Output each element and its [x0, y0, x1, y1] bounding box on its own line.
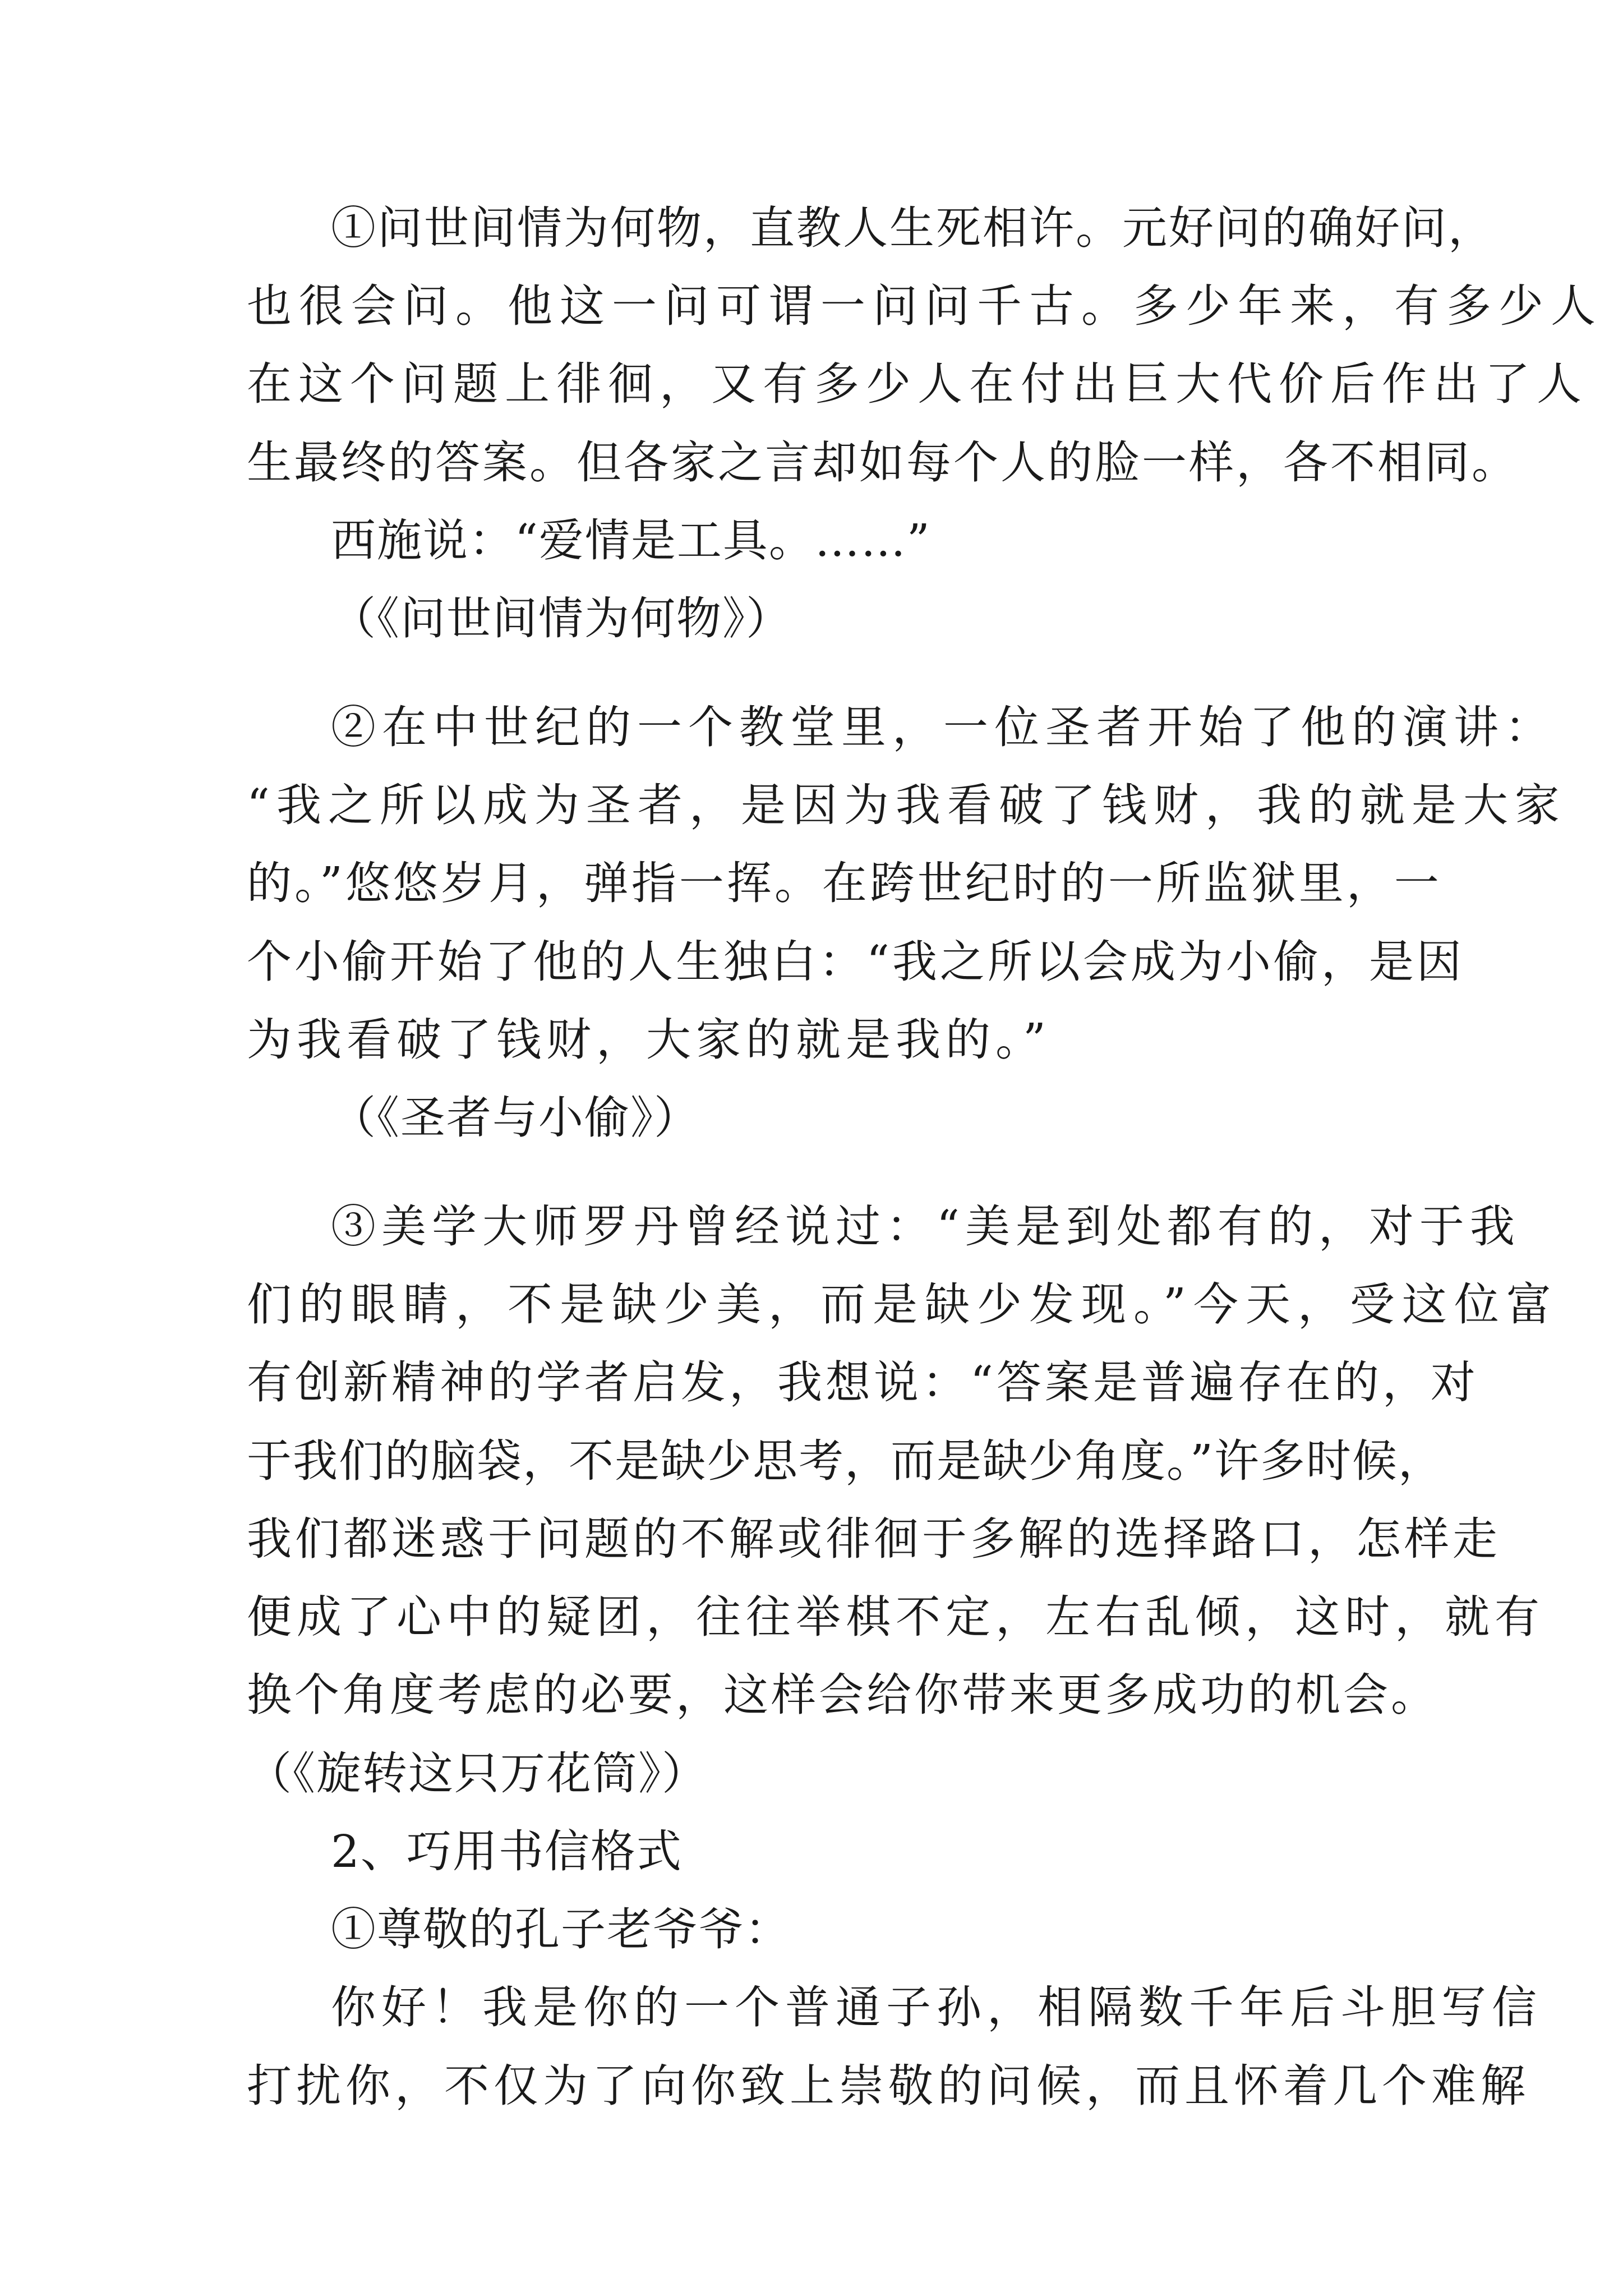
- source-citation: （《圣者与小偷》）: [331, 1092, 700, 1144]
- paragraph-line: ①问世间情为何物，直教人生死相许。元好问的确好问，: [331, 202, 1495, 254]
- paragraph-line: 生最终的答案。但各家之言却如每个人的脸一样，各不相同。: [247, 436, 1519, 489]
- paragraph-line: 我们都迷惑于问题的不解或徘徊于多解的选择路口，怎样走: [247, 1513, 1501, 1565]
- paragraph-line: 有创新精神的学者启发，我想说：“答案是普遍存在的，对: [247, 1356, 1479, 1409]
- source-citation: （《旋转这只万花筒》）: [247, 1747, 708, 1800]
- paragraph-line: 你好！我是你的一个普通子孙，相隔数千年后斗胆写信: [331, 1981, 1542, 2033]
- paragraph-line: 们的眼睛，不是缺少美，而是缺少发现。”今天，受这位富: [247, 1278, 1559, 1331]
- paragraph-line: 为我看破了钱财，大家的就是我的。”: [247, 1014, 1051, 1066]
- letter-salutation: ①尊敬的孔子老爷爷：: [331, 1903, 791, 1955]
- paragraph-line: 便成了心中的疑团，往往举棋不定，左右乱倾，这时，就有: [247, 1591, 1544, 1643]
- paragraph-line: 换个角度考虑的必要，这样会给你带来更多成功的机会。: [247, 1669, 1438, 1721]
- source-citation: （《问世间情为何物》）: [331, 592, 792, 645]
- paragraph-line: 个小偷开始了他的人生独白：“我之所以会成为小偷，是因: [247, 936, 1464, 988]
- paragraph-line: 于我们的脑袋，不是缺少思考，而是缺少角度。”许多时候，: [247, 1435, 1444, 1487]
- paragraph-line: 也很会问。他这一问可谓一问问千古。多少年来，有多少人: [247, 280, 1603, 332]
- paragraph-line: ③美学大师罗丹曾经说过：“美是到处都有的，对于我: [331, 1200, 1520, 1253]
- paragraph-line: “我之所以成为圣者，是因为我看破了钱财，我的就是大家: [247, 779, 1566, 831]
- paragraph-line: ②在中世纪的一个教堂里，一位圣者开始了他的演讲：: [331, 701, 1556, 753]
- paragraph-line: 的。”悠悠岁月，弹指一挥。在跨世纪时的一所监狱里，一: [247, 857, 1442, 909]
- paragraph-line: 在这个问题上徘徊，又有多少人在付出巨大代价后作出了人: [247, 358, 1588, 410]
- paragraph-line: 打扰你，不仅为了向你致上崇敬的问候，而且怀着几个难解: [247, 2060, 1530, 2112]
- section-heading: 2、巧用书信格式: [331, 1825, 683, 1878]
- paragraph-line: 西施说：“爱情是工具。……”: [331, 514, 931, 567]
